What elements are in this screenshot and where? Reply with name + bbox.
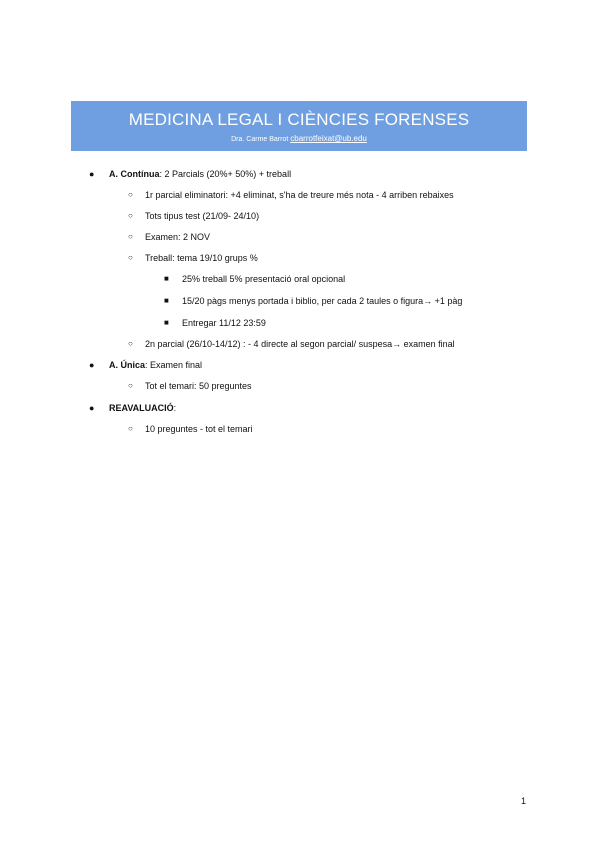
bullet-level2: ○ xyxy=(128,339,133,348)
item-label: REAVALUACIÓ xyxy=(109,403,174,413)
list-item-reavaluacio xyxy=(109,402,176,414)
list-item: 10 preguntes - tot el temari xyxy=(145,424,253,434)
list-item: Tots tipus test (21/09- 24/10) xyxy=(145,211,260,221)
bullet-level2: ○ xyxy=(128,381,133,390)
bullet-level2: ○ xyxy=(128,253,133,262)
bullet-level2: ○ xyxy=(128,232,133,241)
list-item-continua xyxy=(109,168,291,180)
item-text: : 2 Parcials (20%+ 50%) + treball xyxy=(159,169,292,179)
author-line xyxy=(71,134,527,145)
bullet-level2: ○ xyxy=(128,424,133,433)
bullet-level2: ○ xyxy=(128,211,133,220)
page-number: 1 xyxy=(521,796,527,806)
bullet-level3: ■ xyxy=(164,274,169,283)
list-item: Treball: tema 19/10 grups % xyxy=(145,253,258,263)
bullet-level3: ■ xyxy=(164,318,169,327)
list-item-unica xyxy=(109,359,202,371)
bullet-level2: ○ xyxy=(128,190,133,199)
list-item: Entregar 11/12 23:59 xyxy=(182,318,266,328)
item-label: A. Contínua xyxy=(109,169,160,179)
bullet-level1: ● xyxy=(89,169,95,179)
list-item: 2n parcial (26/10-14/12) : - 4 directe al segon parcial/ suspesa→ examen final xyxy=(145,339,455,349)
item-text: : Examen final xyxy=(145,360,203,370)
item-label: A. Única xyxy=(109,360,146,370)
list-item: 15/20 pàgs menys portada i biblio, per cada 2 taules o figura→ +1 pàg xyxy=(182,296,463,306)
author-email-link[interactable]: cbarrotfeixat@ub.edu xyxy=(290,134,367,143)
document-title: MEDICINA LEGAL I CIÈNCIES FORENSES xyxy=(128,110,470,129)
list-item: 1r parcial eliminatori: +4 eliminat, s'ha de treure més nota - 4 arriben rebaixes xyxy=(145,190,454,200)
bullet-level3: ■ xyxy=(164,296,169,305)
list-item: Tot el temari: 50 preguntes xyxy=(145,381,252,391)
list-item: 25% treball 5% presentació oral opcional xyxy=(182,274,346,284)
author-name: Dra. Carme Barrot xyxy=(231,136,289,143)
header-banner xyxy=(71,101,527,151)
list-item: Examen: 2 NOV xyxy=(145,232,211,242)
bullet-level1: ● xyxy=(89,360,95,370)
item-text: : xyxy=(173,403,177,413)
bullet-level1: ● xyxy=(89,403,95,413)
